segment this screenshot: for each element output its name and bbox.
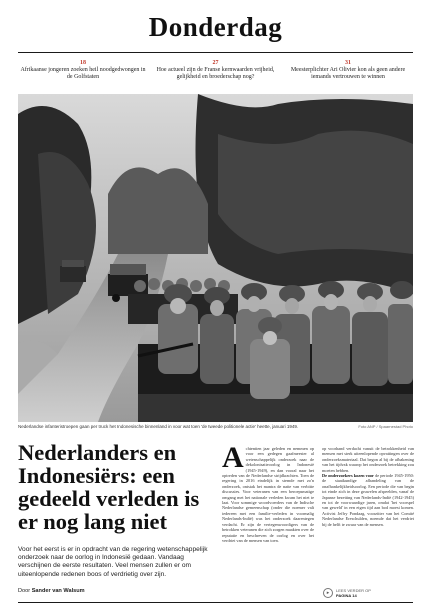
column-text: de periode 1945-1950: de staatkundige afhandeling van de onafhankelijkheidsoorlog. Een periode die van begin tot einde zich in deze gruwelen afspeelden, vanaf de Japanse bezetting van Nederlands-Indië (1942-1945) en tot de voorwaardige jaren, omdat 'het voorspel van geweld' in een eigen tijd aan bod moest komen. Activist Jeffry Pondaag, voorzitter van het Comité Nederlandse Ereschulden, noemde dat het verdriet bij de helft te zwaar van de mensen.: [322, 473, 414, 527]
footer-rule: [18, 602, 413, 603]
soldiers-on-truck-photo: [18, 94, 413, 422]
byline-prefix: Door: [18, 588, 31, 594]
article-headline[interactable]: Nederlanders en Indonesiërs: een gedeeld verleden is er nog lang niet: [18, 440, 200, 534]
teaser-page-number: 31: [345, 60, 351, 66]
article-subhead: De onderzoekers kozen voor: [322, 473, 374, 479]
teaser-text: Afrikaanse jongeren zoeken heil noodgedwongen in de Golfstaten: [20, 67, 146, 80]
article-body: [222, 441, 414, 598]
article-lede: Voor het eerst is er in opdracht van de regering wetenschappelijk onderzoek naar de oorlog in Indonesië gedaan. Vandaag verschijnen de eerste resultaten. Veel mensen zullen er om uiteenlopende redenen boos of verdrietig over zijn.: [18, 546, 208, 578]
lead-photo: [18, 94, 413, 422]
continue-reading-link[interactable]: [323, 588, 413, 598]
teaser-page-number: 27: [212, 60, 219, 66]
masthead-title: Donderdag: [148, 12, 283, 42]
byline: [18, 588, 85, 594]
column-text: op voorhand verdacht vanuit de betrokkenheid van mensen met sterk uiteenlopende opvattingen over de onderzoeksmateriaal. Dat begon al bij de afbakening van het tijdvak waarop het onderzoek betrekking zou moeten hebben.: [322, 446, 414, 473]
masthead-rule: [18, 52, 413, 53]
byline-author[interactable]: Sander van Walsum: [31, 588, 85, 594]
arrow-right-icon: ▸: [323, 588, 333, 598]
photo-credit: Foto ANP / Spaarnestad Photo: [358, 424, 413, 429]
drop-cap: A: [222, 441, 244, 474]
continue-page: PAGINA 14: [336, 593, 357, 598]
teaser-item[interactable]: [151, 60, 281, 86]
teaser-item[interactable]: [283, 60, 413, 86]
article-column-1: [222, 441, 314, 598]
teaser-page-number: 18: [80, 60, 86, 66]
teaser-bar: [18, 60, 413, 86]
column-text: chtentien jaar geleden en nemmen op voor een gedegen gaafmeester al wetenschappelijk onderzoek naar de dekolonisatieoorlog in Indonesië (1945-1949), en dan vooral naar het optreden van de Nederlandse strijdkrachten. Toen de regering in 2016 eindelijk in stemde met zo'n onderzoek, ontstak het mantra de natte van verbitte discussies. Voor veteranen van een beroepsmatige omgang met het nationale verleden kwam het niet te laat. Voor sommige woordvoerders van de Indische Nederlandse gemeenschap (onder die noemer valt iedereen met een familie-verleden in voormalig Nederlands-Indië) was het onderzoek daarentegen verdacht. Er zijn de vertegenwoordigers van de betrokken veteranen die zich zorgen maakten over de reputatie en beschreven de oorlog en over het verdriet van de mensen van toen.: [222, 446, 314, 543]
photo-caption: Nederlandse infanteristroepen gaan per truck het Indonesische binnenland in voor wat toen 'de tweede politionele actie' heette, januari 1949.: [18, 424, 299, 429]
teaser-item[interactable]: [18, 60, 148, 86]
teaser-text: Hoe actueel zijn de Franse kernwaarden vrijheid, gelijkheid en broederschap nog?: [156, 67, 275, 80]
article-column-2: [322, 446, 414, 598]
continue-label: LEES VERDER OP: [336, 588, 371, 593]
teaser-text: Meesterplichter Ari Olivier kon als geen andere iemands vertrouwen te winnen: [290, 67, 406, 80]
